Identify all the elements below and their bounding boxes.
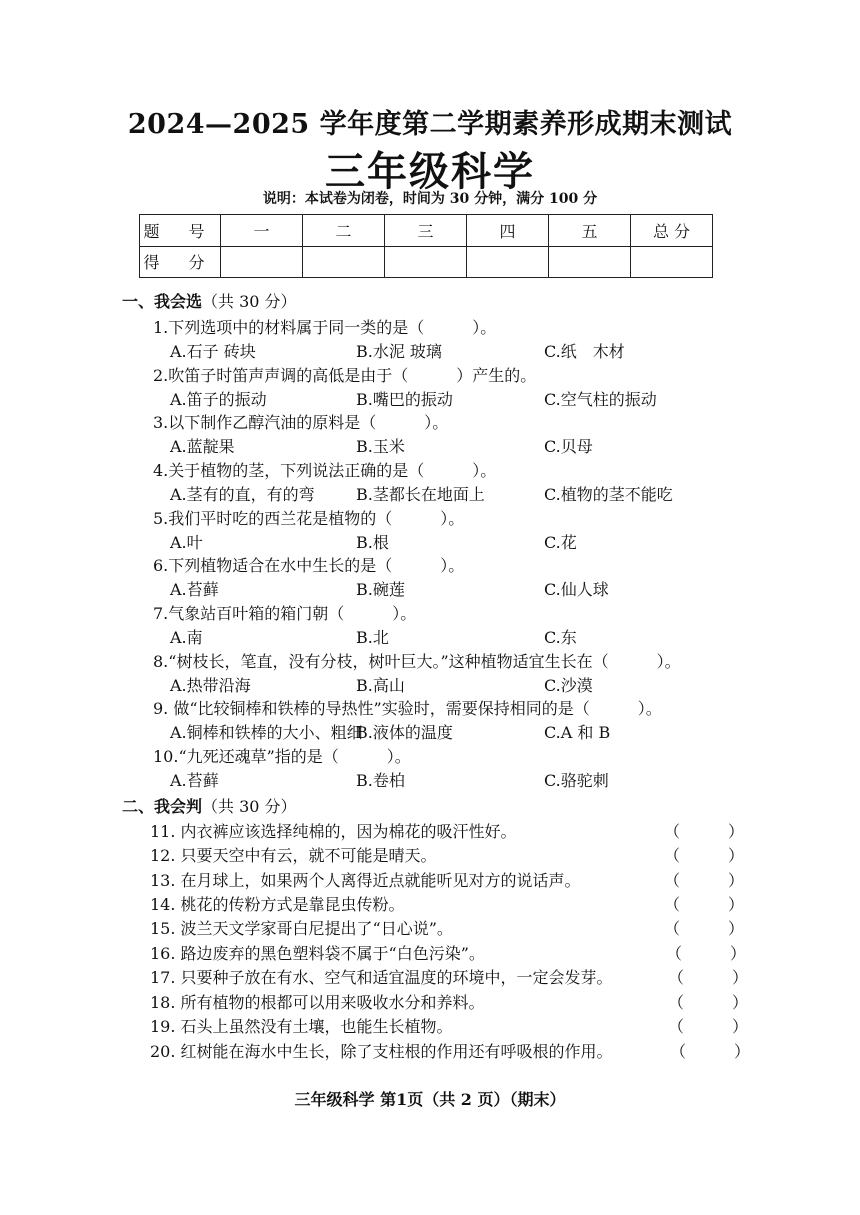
score-cell: 一 [221, 215, 303, 247]
question-stem: 10.“九死还魂草”指的是（ ）。 [153, 747, 411, 766]
score-input-cell[interactable] [467, 246, 549, 278]
answer-blank[interactable]: （ ） [664, 846, 745, 865]
option-b[interactable]: B.嘴巴的振动 [356, 390, 453, 409]
score-input-cell[interactable] [385, 246, 467, 278]
score-input-cell[interactable] [631, 246, 713, 278]
option-a[interactable]: A.南 [170, 628, 203, 647]
section-2-heading [122, 794, 297, 817]
answer-blank[interactable]: （ ） [668, 1017, 749, 1036]
option-b[interactable]: B.卷柏 [356, 771, 405, 790]
score-cell: 题 号 [140, 215, 221, 247]
answer-blank[interactable]: （ ） [664, 919, 745, 938]
judgment-statement: 18. 所有植物的根都可以用来吸收水分和养料。 [150, 993, 485, 1012]
exam-title: 2024—2025 学年度第二学期素养形成期末测试 [127, 109, 733, 140]
option-c[interactable]: C.贝母 [544, 437, 593, 456]
answer-blank[interactable]: （ ） [668, 968, 749, 987]
question-options [170, 625, 730, 647]
option-b[interactable]: B.碗莲 [356, 580, 405, 599]
option-c[interactable]: C.空气柱的振动 [544, 390, 657, 409]
option-b[interactable]: B.水泥 玻璃 [356, 342, 442, 361]
option-a[interactable]: A.蓝靛果 [170, 437, 235, 456]
option-a[interactable]: A.热带沿海 [170, 676, 251, 695]
question-options [170, 434, 730, 456]
question-options [170, 482, 730, 504]
judgment-statement: 13. 在月球上，如果两个人离得近点就能听见对方的说话声。 [150, 871, 581, 890]
option-c[interactable]: C.纸 木材 [544, 342, 625, 361]
score-cell: 三 [385, 215, 467, 247]
score-input-cell[interactable] [303, 246, 385, 278]
score-table-score-row [140, 246, 713, 278]
section-1-heading [122, 289, 297, 312]
option-b[interactable]: B.根 [356, 533, 389, 552]
option-a[interactable]: A.苔藓 [170, 771, 219, 790]
judgment-statement: 12. 只要天空中有云，就不可能是晴天。 [150, 846, 437, 865]
score-cell: 总 分 [631, 215, 713, 247]
question-stem: 7.气象站百叶箱的箱门朝（ ）。 [153, 604, 417, 623]
section-1-title: 一、我会选 [122, 292, 203, 311]
score-input-cell[interactable] [221, 246, 303, 278]
question-stem: 2.吹笛子时笛声声调的高低是由于（ ）产生的。 [153, 366, 537, 385]
question-options [170, 768, 730, 790]
score-cell: 四 [467, 215, 549, 247]
judgment-statement: 19. 石头上虽然没有土壤，也能生长植物。 [150, 1017, 453, 1036]
question-stem: 6.下列植物适合在水中生长的是（ ）。 [153, 556, 465, 575]
option-a[interactable]: A.苔藓 [170, 580, 219, 599]
section-2-points: （共 30 分） [202, 797, 297, 816]
question-stem: 8.“树枝长，笔直，没有分枝，树叶巨大。”这种植物适宜生长在（ ）。 [153, 652, 681, 671]
question-stem: 3.以下制作乙醇汽油的原料是（ ）。 [153, 413, 449, 432]
answer-blank[interactable]: （ ） [666, 944, 747, 963]
subject-title: 三年级科学 [325, 148, 535, 195]
score-cell: 得 分 [140, 246, 221, 278]
question-options [170, 720, 730, 742]
option-c[interactable]: C.植物的茎不能吃 [544, 485, 673, 504]
score-input-cell[interactable] [549, 246, 631, 278]
option-a[interactable]: A.笛子的振动 [170, 390, 267, 409]
page-footer: 三年级科学 第1页（共 2 页）（期末） [294, 1090, 566, 1109]
judgment-statement: 14. 桃花的传粉方式是靠昆虫传粉。 [150, 895, 405, 914]
option-a[interactable]: A.叶 [170, 533, 203, 552]
option-b[interactable]: B.高山 [356, 676, 405, 695]
judgment-statement: 16. 路边废弃的黑色塑料袋不属于“白色污染”。 [150, 944, 485, 963]
score-cell: 五 [549, 215, 631, 247]
question-options [170, 530, 730, 552]
exam-instructions: 说明：本试卷为闭卷，时间为 30 分钟，满分 100 分 [262, 191, 598, 207]
score-table-header-row [140, 215, 713, 247]
question-stem: 5.我们平时吃的西兰花是植物的（ ）。 [153, 509, 465, 528]
option-b[interactable]: B.玉米 [356, 437, 405, 456]
answer-blank[interactable]: （ ） [664, 871, 745, 890]
option-b[interactable]: B.北 [356, 628, 389, 647]
answer-blank[interactable]: （ ） [668, 993, 749, 1012]
judgment-statement: 15. 波兰天文学家哥白尼提出了“日心说”。 [150, 919, 453, 938]
judgment-statement: 20. 红树能在海水中生长，除了支柱根的作用还有呼吸根的作用。 [150, 1042, 613, 1061]
judgment-statement: 11. 内衣裤应该选择纯棉的，因为棉花的吸汗性好。 [150, 822, 517, 841]
answer-blank[interactable]: （ ） [664, 895, 745, 914]
question-options [170, 339, 730, 361]
option-b[interactable]: B.茎都长在地面上 [356, 485, 485, 504]
question-options [170, 387, 730, 409]
question-options [170, 577, 730, 599]
judgment-statement: 17. 只要种子放在有水、空气和适宜温度的环境中，一定会发芽。 [150, 968, 613, 987]
option-a[interactable]: A.石子 砖块 [170, 342, 256, 361]
section-2-title: 二、我会判 [122, 797, 203, 816]
option-c[interactable]: C.东 [544, 628, 577, 647]
option-b[interactable]: B.液体的温度 [356, 723, 453, 742]
answer-blank[interactable]: （ ） [670, 1042, 751, 1061]
section-1-points: （共 30 分） [202, 292, 297, 311]
option-c[interactable]: C.仙人球 [544, 580, 609, 599]
answer-blank[interactable]: （ ） [664, 822, 745, 841]
question-stem: 9. 做“比较铜棒和铁棒的导热性”实验时，需要保持相同的是（ ）。 [153, 699, 662, 718]
option-a[interactable]: A.铜棒和铁棒的大小、粗细 [170, 723, 363, 742]
option-a[interactable]: A.茎有的直，有的弯 [170, 485, 315, 504]
question-stem: 4.关于植物的茎，下列说法正确的是（ ）。 [153, 461, 497, 480]
score-table [139, 214, 713, 278]
score-cell: 二 [303, 215, 385, 247]
option-c[interactable]: C.骆驼刺 [544, 771, 609, 790]
question-stem: 1.下列选项中的材料属于同一类的是（ ）。 [153, 318, 497, 337]
option-c[interactable]: C.花 [544, 533, 577, 552]
question-options [170, 673, 730, 695]
option-c[interactable]: C.A 和 B [544, 723, 611, 742]
option-c[interactable]: C.沙漠 [544, 676, 593, 695]
